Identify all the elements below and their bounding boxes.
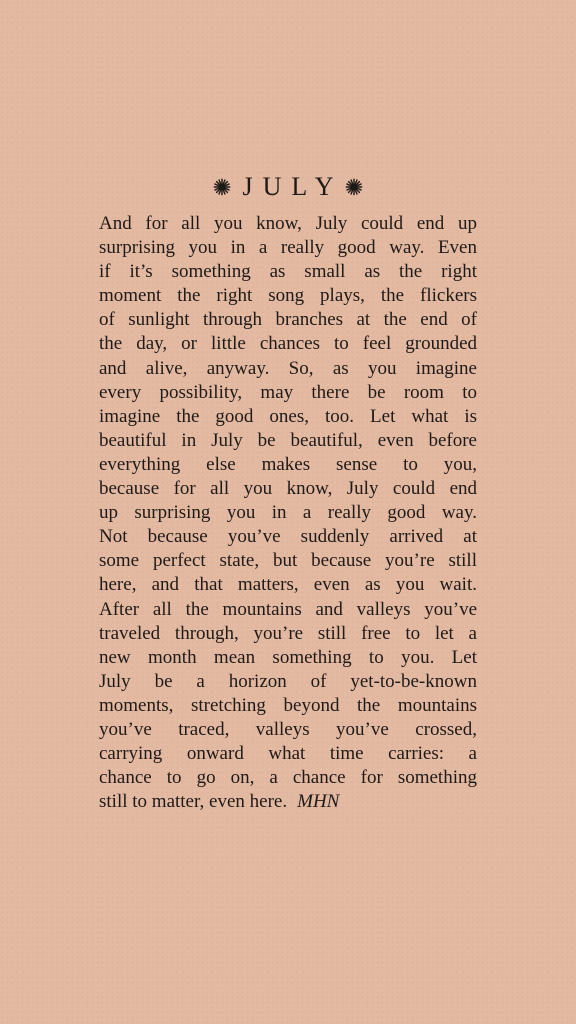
page-title: JULY — [242, 172, 344, 201]
sparkle-icon — [345, 178, 363, 196]
poem-line: moment the right song plays, the flickers — [99, 285, 477, 307]
poem-line: you’ve traced, valleys you’ve crossed, — [99, 718, 477, 740]
sparkle-icon — [213, 178, 231, 196]
poem-line: Not because you’ve suddenly arrived at — [99, 526, 477, 548]
poem-line: and alive, anyway. So, as you imagine — [99, 357, 477, 379]
poem-line: After all the mountains and valleys you’ve — [99, 598, 477, 620]
poem-line: And for all you know, July could end up — [99, 213, 477, 234]
poem-line: carrying onward what time carries: a — [99, 743, 477, 765]
poem-line: surprising you in a really good way. Even — [99, 237, 477, 259]
poem-line: if it’s something as small as the right — [99, 261, 477, 283]
poem-page — [99, 170, 477, 814]
poem-body — [99, 212, 477, 814]
poem-last-line — [99, 790, 477, 814]
poem-line: the day, or little chances to feel grounded — [99, 333, 477, 355]
poem-line: imagine the good ones, too. Let what is — [99, 405, 477, 427]
poem-line: up surprising you in a really good way. — [99, 502, 477, 524]
poem-line: because for all you know, July could end — [99, 478, 477, 500]
poem-line: July be a horizon of yet-to-be-known — [99, 670, 477, 692]
heading — [99, 170, 477, 204]
signature: MHN — [297, 791, 340, 813]
poem-line: everything else makes sense to you, — [99, 453, 477, 475]
poem-line: still to matter, even here. — [99, 791, 288, 813]
poem-line: every possibility, may there be room to — [99, 381, 477, 403]
poem-line: traveled through, you’re still free to let a — [99, 622, 477, 644]
poem-line: new month mean something to you. Let — [99, 646, 477, 668]
poem-line: of sunlight through branches at the end of — [99, 309, 477, 331]
poem-line: chance to go on, a chance for something — [99, 767, 477, 789]
poem-line: moments, stretching beyond the mountains — [99, 694, 477, 716]
poem-line: some perfect state, but because you’re still — [99, 550, 477, 572]
poem-line: here, and that matters, even as you wait. — [99, 574, 477, 596]
poem-line: beautiful in July be beautiful, even before — [99, 429, 477, 451]
